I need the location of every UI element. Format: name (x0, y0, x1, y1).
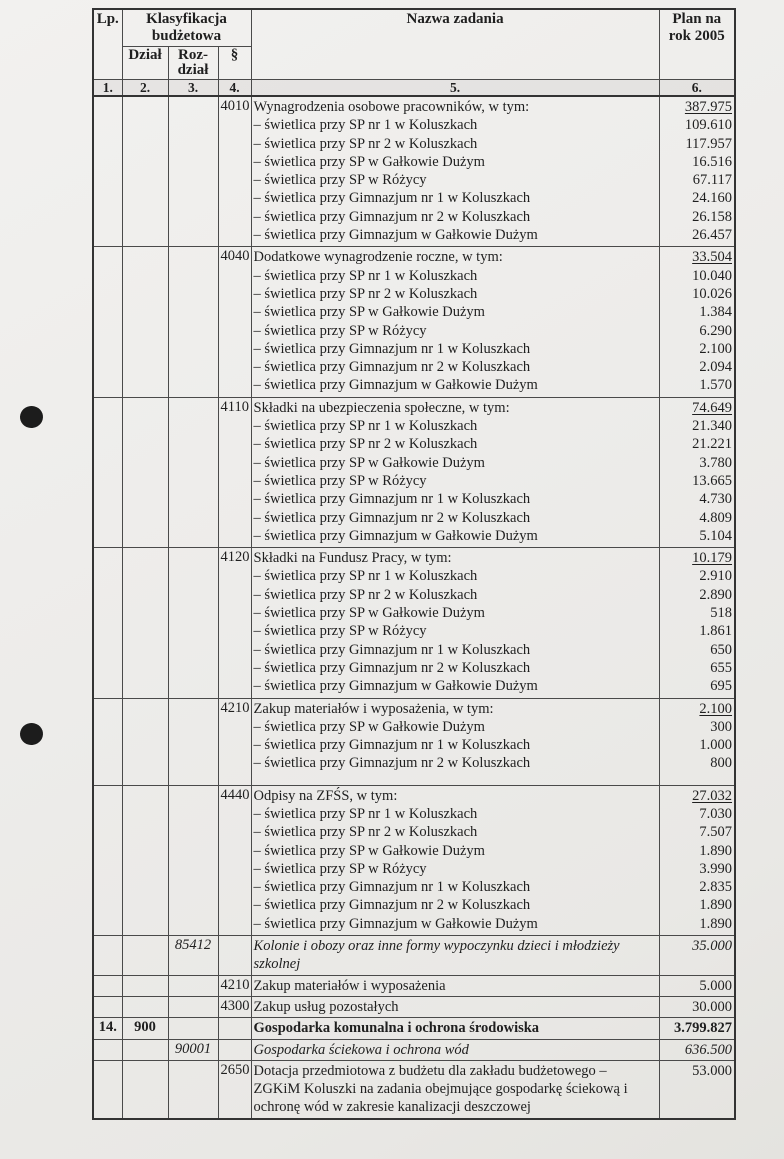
plan-value: 1.890 (699, 915, 733, 932)
cell-lp (93, 397, 122, 547)
cell-dzial (122, 397, 168, 547)
plan-value: 1.000 (699, 737, 733, 754)
task-line: Gospodarka komunalna i ochrona środowiska (253, 1020, 540, 1037)
cell-lp (93, 698, 122, 785)
cell-rozdzial (168, 548, 218, 698)
cell-lp (93, 548, 122, 698)
column-number: 3. (168, 80, 218, 97)
cell-dzial (122, 1060, 168, 1118)
plan-value: 117.957 (685, 135, 733, 152)
task-line: Wynagrodzenia osobowe pracowników, w tym: (253, 99, 530, 115)
task-line: – świetlica przy SP nr 1 w Koluszkach (253, 568, 478, 585)
plan-value: 3.990 (699, 860, 733, 877)
header-paragraf: § (218, 47, 251, 80)
cell-plan-value (659, 548, 735, 698)
cell-paragraf: 4040 (218, 247, 251, 397)
task-line: – świetlica przy Gimnazjum w Gałkowie Dużym (253, 227, 538, 244)
cell-nazwa-zadania (251, 96, 659, 247)
cell-rozdzial (168, 785, 218, 935)
plan-value: 21.340 (692, 418, 733, 435)
task-line: – świetlica przy Gimnazjum w Gałkowie Dużym (253, 527, 538, 544)
cell-lp (93, 785, 122, 935)
table-row (93, 397, 735, 547)
plan-value: 67.117 (692, 172, 733, 189)
hole-punch-dot (19, 405, 45, 430)
plan-total-value: 33.504 (692, 249, 733, 266)
cell-nazwa-zadania (251, 1039, 659, 1060)
task-line: – świetlica przy SP w Gałkowie Dużym (253, 153, 485, 170)
plan-total-value: 387.975 (684, 99, 733, 115)
task-line: Odpisy na ZFŚS, w tym: (253, 787, 398, 804)
task-line: – świetlica przy Gimnazjum nr 1 w Koluszkach (253, 190, 531, 207)
cell-rozdzial (168, 96, 218, 247)
plan-total-value: 27.032 (692, 787, 733, 804)
plan-value: 2.890 (699, 586, 733, 603)
table-row (93, 698, 735, 785)
cell-lp (93, 1060, 122, 1118)
cell-paragraf: 4210 (218, 975, 251, 996)
cell-paragraf: 4210 (218, 698, 251, 785)
header-plan-na-rok: Plan na rok 2005 (659, 9, 735, 80)
budget-table (92, 8, 736, 1120)
cell-rozdzial (168, 397, 218, 547)
column-number: 2. (122, 80, 168, 97)
plan-value: 2.094 (699, 359, 733, 376)
cell-plan-value (659, 96, 735, 247)
task-line: – świetlica przy Gimnazjum nr 1 w Koluszkach (253, 491, 531, 508)
cell-lp (93, 247, 122, 397)
plan-value: 655 (710, 659, 733, 676)
cell-dzial (122, 548, 168, 698)
cell-lp (93, 936, 122, 976)
table-row (93, 975, 735, 996)
task-line: – świetlica przy Gimnazjum w Gałkowie Dużym (253, 678, 538, 695)
task-line: – świetlica przy Gimnazjum w Gałkowie Dużym (253, 915, 538, 932)
cell-lp (93, 1039, 122, 1060)
cell-dzial (122, 247, 168, 397)
column-number: 4. (218, 80, 251, 97)
task-line: – świetlica przy Gimnazjum nr 1 w Koluszkach (253, 641, 531, 658)
plan-value: 2.100 (699, 340, 733, 357)
plan-value: 695 (710, 678, 733, 695)
plan-value: 1.861 (699, 623, 733, 640)
plan-value: 5.104 (699, 527, 733, 544)
task-line: Zakup usług pozostałych (253, 998, 399, 1015)
plan-value: 13.665 (692, 472, 733, 489)
plan-value: 26.457 (692, 227, 733, 244)
cell-lp (93, 975, 122, 996)
cell-nazwa-zadania (251, 698, 659, 785)
cell-dzial (122, 996, 168, 1017)
table-header (93, 9, 735, 96)
plan-value: 16.516 (692, 153, 733, 170)
plan-value: 1.890 (699, 842, 733, 859)
plan-value: 1.890 (699, 897, 733, 914)
cell-paragraf: 4440 (218, 785, 251, 935)
cell-lp (93, 96, 122, 247)
cell-dzial (122, 698, 168, 785)
task-line: – świetlica przy Gimnazjum nr 1 w Koluszkach (253, 737, 531, 754)
cell-dzial (122, 975, 168, 996)
cell-rozdzial: 90001 (168, 1039, 218, 1060)
plan-value: 2.835 (699, 879, 733, 896)
cell-rozdzial (168, 975, 218, 996)
plan-value: 30.000 (692, 998, 733, 1015)
cell-rozdzial (168, 247, 218, 397)
header-row-numbers (93, 80, 735, 97)
task-line: Dotacja przedmiotowa z budżetu dla zakładu budżetowego – ZGKiM Koluszki na zadania obejmujące gospodarkę ściekową i ochronę wód w zakresie kanalizacji deszczowej (253, 1062, 628, 1116)
cell-plan-value (659, 785, 735, 935)
header-dzial: Dział (122, 47, 168, 80)
table-row (93, 1039, 735, 1060)
task-line: – świetlica przy SP nr 1 w Koluszkach (253, 117, 478, 134)
table-row (93, 1018, 735, 1039)
header-klasyfikacja-budzetowa: Klasyfikacja budżetowa (122, 9, 251, 47)
cell-plan-value (659, 1039, 735, 1060)
header-row-main (93, 9, 735, 47)
task-line: – świetlica przy SP nr 2 w Koluszkach (253, 436, 478, 453)
task-line: – świetlica przy SP w Różycy (253, 860, 427, 877)
cell-plan-value (659, 1060, 735, 1118)
plan-value: 21.221 (692, 436, 733, 453)
cell-dzial (122, 936, 168, 976)
plan-value: 26.158 (692, 208, 733, 225)
cell-rozdzial (168, 996, 218, 1017)
hole-punch-dot (19, 722, 45, 747)
cell-nazwa-zadania (251, 936, 659, 976)
task-line: – świetlica przy Gimnazjum nr 2 w Koluszkach (253, 659, 531, 676)
task-line: – świetlica przy Gimnazjum nr 2 w Koluszkach (253, 509, 531, 526)
task-line: – świetlica przy SP nr 1 w Koluszkach (253, 805, 478, 822)
cell-nazwa-zadania (251, 996, 659, 1017)
plan-value: 800 (710, 755, 733, 772)
column-number: 1. (93, 80, 122, 97)
cell-dzial (122, 96, 168, 247)
task-line: – świetlica przy SP w Różycy (253, 322, 427, 339)
plan-value: 1.570 (699, 377, 733, 394)
plan-value: 300 (710, 718, 733, 735)
cell-dzial (122, 785, 168, 935)
table-row (93, 247, 735, 397)
task-line: – świetlica przy SP w Gałkowie Dużym (253, 605, 485, 622)
cell-dzial (122, 1039, 168, 1060)
task-line: Składki na ubezpieczenia społeczne, w tym: (253, 399, 510, 416)
task-line: – świetlica przy SP nr 2 w Koluszkach (253, 135, 478, 152)
task-line: – świetlica przy SP nr 1 w Koluszkach (253, 418, 478, 435)
task-line: – świetlica przy SP nr 2 w Koluszkach (253, 586, 478, 603)
task-line: – świetlica przy SP w Różycy (253, 623, 427, 640)
plan-value: 4.809 (699, 509, 733, 526)
plan-value: 24.160 (692, 190, 733, 207)
plan-value: 518 (710, 605, 733, 622)
table-row (93, 996, 735, 1017)
task-line: – świetlica przy SP w Gałkowie Dużym (253, 304, 485, 321)
table-row (93, 548, 735, 698)
cell-rozdzial: 85412 (168, 936, 218, 976)
task-line: Składki na Fundusz Pracy, w tym: (253, 550, 452, 567)
cell-nazwa-zadania (251, 397, 659, 547)
header-rozdzial: Roz-dział (168, 47, 218, 80)
plan-value: 53.000 (692, 1062, 733, 1079)
plan-value: 10.040 (692, 267, 733, 284)
task-line: Zakup materiałów i wyposażenia (253, 977, 446, 994)
table-row (93, 936, 735, 976)
cell-paragraf (218, 1039, 251, 1060)
cell-paragraf (218, 936, 251, 976)
cell-rozdzial (168, 1018, 218, 1039)
plan-value: 6.290 (699, 322, 733, 339)
cell-lp: 14. (93, 1018, 122, 1039)
plan-value: 2.910 (699, 568, 733, 585)
task-line: – świetlica przy Gimnazjum nr 2 w Koluszkach (253, 359, 531, 376)
cell-plan-value (659, 247, 735, 397)
cell-paragraf: 2650 (218, 1060, 251, 1118)
cell-plan-value (659, 397, 735, 547)
plan-value: 10.026 (692, 285, 733, 302)
task-line: Zakup materiałów i wyposażenia, w tym: (253, 700, 494, 717)
table-row (93, 1060, 735, 1118)
task-line: – świetlica przy SP nr 2 w Koluszkach (253, 824, 478, 841)
table-row (93, 96, 735, 247)
cell-rozdzial (168, 1060, 218, 1118)
column-number: 6. (659, 80, 735, 97)
task-line: – świetlica przy SP w Różycy (253, 472, 427, 489)
task-line: Gospodarka ściekowa i ochrona wód (253, 1041, 469, 1058)
cell-nazwa-zadania (251, 1018, 659, 1039)
task-line: – świetlica przy Gimnazjum nr 1 w Koluszkach (253, 340, 531, 357)
cell-paragraf (218, 1018, 251, 1039)
plan-value: 4.730 (699, 491, 733, 508)
table-row (93, 785, 735, 935)
plan-value: 5.000 (699, 977, 733, 994)
plan-value: 35.000 (692, 938, 733, 955)
cell-lp (93, 996, 122, 1017)
task-line: – świetlica przy SP w Gałkowie Dużym (253, 842, 485, 859)
plan-value: 109.610 (684, 117, 733, 134)
plan-value: 3.780 (699, 454, 733, 471)
plan-total-value: 74.649 (692, 399, 733, 416)
task-line: – świetlica przy Gimnazjum w Gałkowie Dużym (253, 377, 538, 394)
plan-total-value: 2.100 (699, 700, 733, 717)
task-line: – świetlica przy SP w Gałkowie Dużym (253, 718, 485, 735)
task-line: – świetlica przy Gimnazjum nr 2 w Koluszkach (253, 897, 531, 914)
plan-value: 7.507 (699, 824, 733, 841)
table-body (93, 96, 735, 1119)
cell-plan-value (659, 936, 735, 976)
plan-total-value: 10.179 (692, 550, 733, 567)
header-nazwa-zadania: Nazwa zadania (251, 9, 659, 80)
cell-nazwa-zadania (251, 785, 659, 935)
cell-plan-value (659, 698, 735, 785)
task-line: – świetlica przy SP w Gałkowie Dużym (253, 454, 485, 471)
plan-value: 3.799.827 (674, 1020, 733, 1037)
cell-paragraf: 4010 (218, 96, 251, 247)
column-number: 5. (251, 80, 659, 97)
cell-nazwa-zadania (251, 1060, 659, 1118)
plan-value: 636.500 (684, 1041, 733, 1058)
cell-plan-value (659, 996, 735, 1017)
cell-rozdzial (168, 698, 218, 785)
plan-value: 650 (710, 641, 733, 658)
cell-dzial: 900 (122, 1018, 168, 1039)
cell-paragraf: 4120 (218, 548, 251, 698)
task-line: Dodatkowe wynagrodzenie roczne, w tym: (253, 249, 503, 266)
task-line: – świetlica przy SP nr 1 w Koluszkach (253, 267, 478, 284)
plan-value: 1.384 (699, 304, 733, 321)
cell-nazwa-zadania (251, 247, 659, 397)
task-line: – świetlica przy Gimnazjum nr 2 w Koluszkach (253, 208, 531, 225)
task-line: – świetlica przy SP w Różycy (253, 172, 427, 189)
cell-plan-value (659, 975, 735, 996)
cell-nazwa-zadania (251, 975, 659, 996)
cell-paragraf: 4300 (218, 996, 251, 1017)
cell-plan-value (659, 1018, 735, 1039)
plan-value: 7.030 (699, 805, 733, 822)
header-lp: Lp. (93, 9, 122, 80)
task-line: Kolonie i obozy oraz inne formy wypoczynku dzieci i młodzieży szkolnej (253, 938, 620, 973)
task-line: – świetlica przy Gimnazjum nr 1 w Koluszkach (253, 879, 531, 896)
task-line: – świetlica przy Gimnazjum nr 2 w Koluszkach (253, 755, 531, 772)
task-line: – świetlica przy SP nr 2 w Koluszkach (253, 285, 478, 302)
cell-paragraf: 4110 (218, 397, 251, 547)
cell-nazwa-zadania (251, 548, 659, 698)
